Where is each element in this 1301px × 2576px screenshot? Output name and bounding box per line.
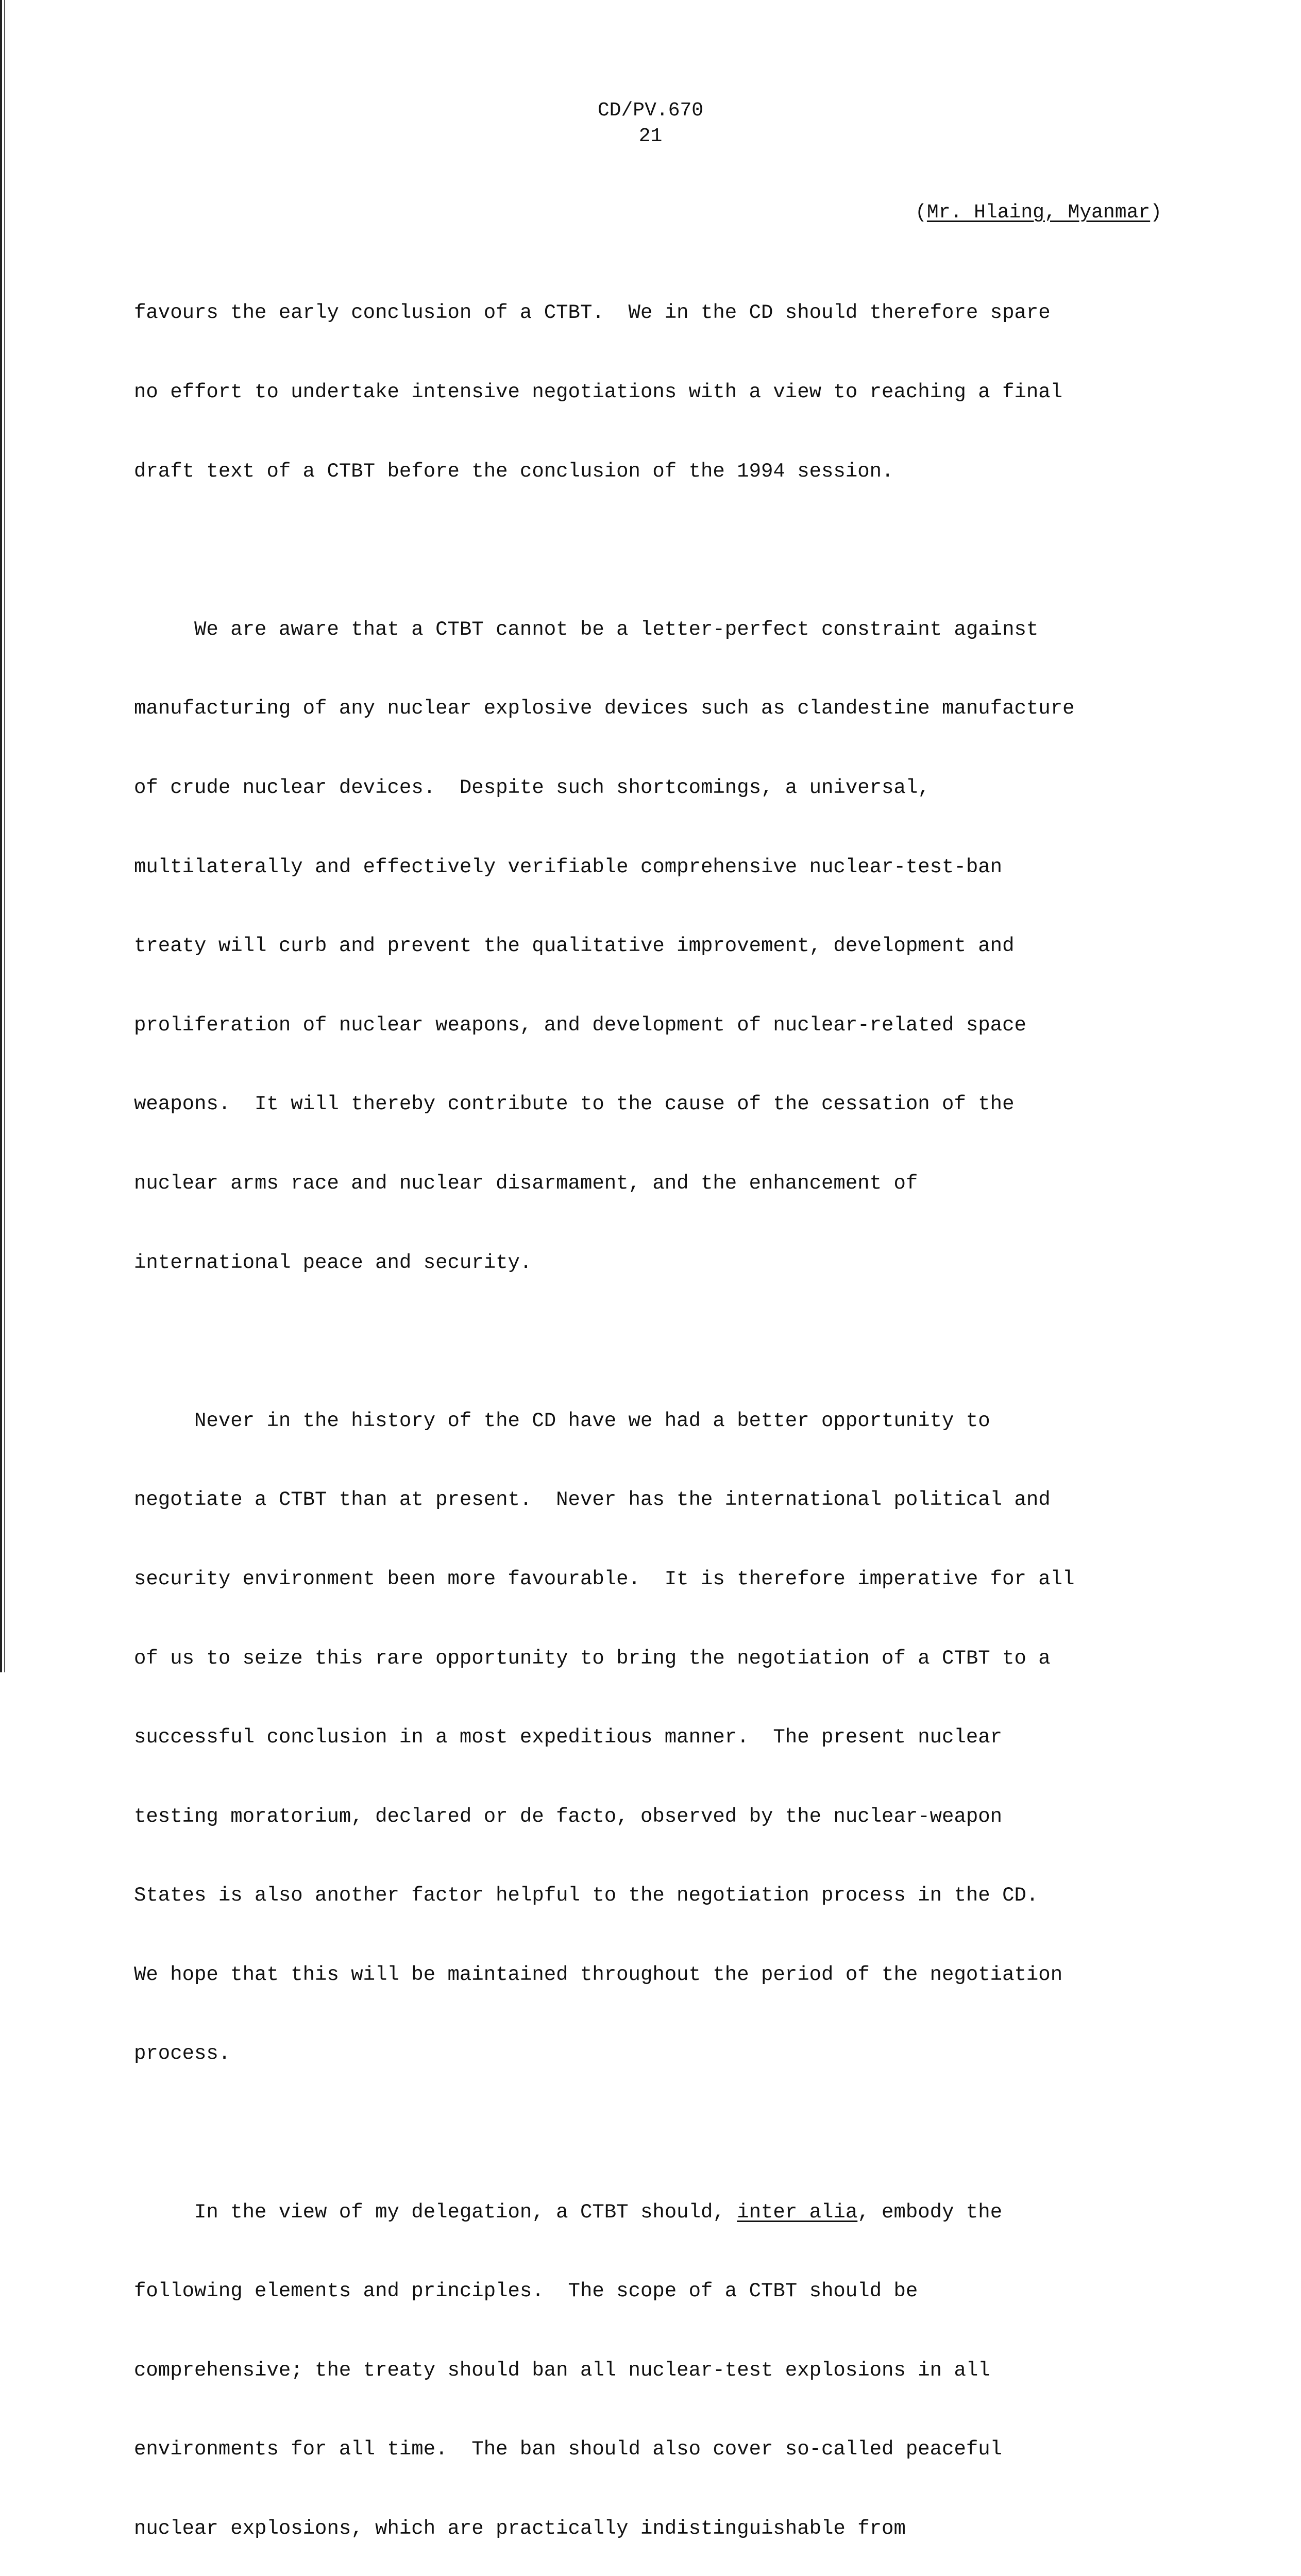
text-line: Never in the history of the CD have we had a better opportunity to [134, 1409, 990, 1432]
paragraph-1 [134, 247, 1164, 537]
text-line: treaty will curb and prevent the qualitative improvement, development and [134, 935, 1015, 958]
text-line: of crude nuclear devices. Despite such shortcomings, a universal, [134, 776, 930, 799]
page-edge-rule [0, 0, 2, 1672]
emphasis-inter-alia: inter alia [737, 2200, 858, 2224]
paragraph-4 [134, 2146, 1164, 2576]
paragraph-2 [134, 564, 1164, 1329]
text-line: international peace and security. [134, 1251, 532, 1274]
text-line: of us to seize this rare opportunity to bring the negotiation of a CTBT to a [134, 1647, 1051, 1670]
speaker-close-paren: ) [1150, 201, 1162, 224]
text-fragment: , embody the [857, 2200, 1003, 2224]
text-line: comprehensive; the treaty should ban all nuclear-test explosions in all [134, 2359, 990, 2382]
text-line: security environment been more favourable. It is therefore imperative for all [134, 1567, 1075, 1590]
text-line: draft text of a CTBT before the conclusion of the 1994 session. [134, 460, 894, 483]
speaker-open-paren: ( [915, 201, 927, 224]
text-line: nuclear arms race and nuclear disarmament, and the enhancement of [134, 1172, 918, 1195]
text-line: no effort to undertake intensive negotiations with a view to reaching a final [134, 381, 1063, 403]
text-line: weapons. It will thereby contribute to the cause of the cessation of the [134, 1093, 1015, 1116]
text-line: process. [134, 2042, 231, 2065]
text-line: States is also another factor helpful to the negotiation process in the CD. [134, 1884, 1039, 1907]
text-line: nuclear explosions, which are practically indistinguishable from [134, 2517, 906, 2540]
document-body [134, 247, 1164, 2576]
text-fragment: In the view of my delegation, a CTBT should, [134, 2200, 737, 2224]
text-line: favours the early conclusion of a CTBT. We in the CD should therefore spare [134, 301, 1051, 325]
text-line: negotiate a CTBT than at present. Never has the international political and [134, 1488, 1051, 1512]
text-line: We are aware that a CTBT cannot be a letter-perfect constraint against [134, 618, 1039, 641]
document-header [0, 98, 1301, 149]
text-line: manufacturing of any nuclear explosive devices such as clandestine manufacture [134, 697, 1075, 720]
text-line: proliferation of nuclear weapons, and development of nuclear-related space [134, 1013, 1026, 1037]
page-edge-rule-thin [4, 0, 5, 1672]
speaker-name: Mr. Hlaing, Myanmar [926, 201, 1151, 224]
document-symbol: CD/PV.670 [597, 99, 704, 122]
page-number: 21 [638, 125, 663, 147]
text-line: We hope that this will be maintained throughout the period of the negotiation [134, 1963, 1063, 1986]
text-line: environments for all time. The ban should also cover so-called peaceful [134, 2438, 1003, 2461]
text-line: testing moratorium, declared or de facto, observed by the nuclear-weapon [134, 1805, 1003, 1828]
text-line: multilaterally and effectively verifiable comprehensive nuclear-test-ban [134, 855, 1003, 878]
paragraph-3 [134, 1355, 1164, 2120]
text-line: following elements and principles. The scope of a CTBT should be [134, 2280, 918, 2303]
speaker-attribution [915, 200, 1162, 226]
text-line [134, 2199, 1164, 2226]
text-line: successful conclusion in a most expeditious manner. The present nuclear [134, 1726, 1003, 1749]
